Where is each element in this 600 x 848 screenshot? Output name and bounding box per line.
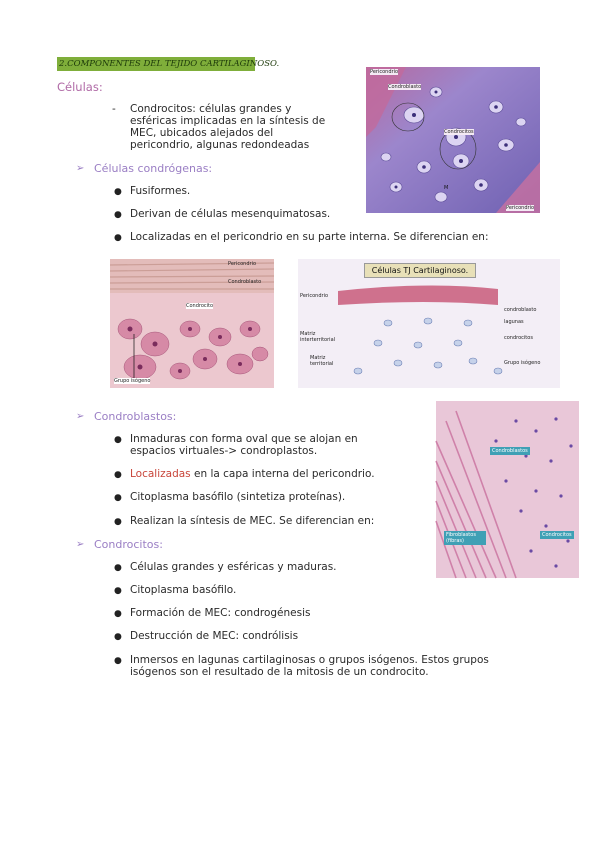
highlight-text: Localizadas xyxy=(130,468,191,480)
arrow-icon: ➢ xyxy=(76,411,85,422)
intro-line: pericondrio, algunas redondeadas xyxy=(130,139,310,151)
photo4-label: Condrocitos xyxy=(542,532,572,538)
cartilage-micrograph-4 xyxy=(436,401,579,578)
photo1-label: Condrocitos xyxy=(444,129,474,135)
item-line: Inmersos en lagunas cartilaginosas o grupos isógenos. Estos grupos xyxy=(130,654,489,666)
intro-line: esféricas implicadas en la síntesis de xyxy=(130,115,326,127)
bullet-icon: ● xyxy=(114,435,122,445)
celulas-label: Células: xyxy=(57,80,103,94)
bullet-icon: ● xyxy=(114,632,122,642)
item-line: Inmaduras con forma oval que se alojan en xyxy=(130,433,358,445)
drawing-label: lagunas xyxy=(504,319,524,325)
photo2-label: Condrocito xyxy=(186,303,214,309)
bullet-icon: ● xyxy=(114,609,122,619)
drawing-label: condrocitos xyxy=(504,335,533,341)
section-heading: 2.COMPONENTES DEL TEJIDO CARTILAGINOSO. xyxy=(59,59,280,69)
bullet-icon: ● xyxy=(114,233,122,243)
drawing-title: Células TJ Cartilaginoso. xyxy=(364,263,476,278)
condroblastos-item: Realizan la síntesis de MEC. Se diferencian en: xyxy=(130,515,375,527)
condrocitos-title: Condrocitos: xyxy=(94,538,163,551)
condrocitos-item xyxy=(130,654,489,678)
photo1-label: Condroblasto xyxy=(388,84,422,90)
item-text: en la capa interna del pericondrio. xyxy=(190,468,375,480)
photo1-label: Pericondrio xyxy=(370,69,399,75)
photo1-label: M xyxy=(444,185,449,191)
histology-photo-1 xyxy=(366,67,540,213)
bullet-icon: ● xyxy=(114,586,122,596)
photo4-label: Condroblastos xyxy=(492,448,528,454)
drawing-label: Matriz interterritorial xyxy=(300,331,336,343)
condrogenas-title: Células condrógenas: xyxy=(94,162,213,175)
intro-line: Condrocitos: células grandes y xyxy=(130,103,292,115)
condrocitos-item: Citoplasma basófilo. xyxy=(130,584,237,596)
condroblastos-item: Citoplasma basófilo (sintetiza proteínas). xyxy=(130,491,346,503)
arrow-icon: ➢ xyxy=(76,163,85,174)
condrogenas-item: Localizadas en el pericondrio en su parte interna. Se diferencian en: xyxy=(130,231,489,243)
intro-line: MEC, ubicados alejados del xyxy=(130,127,274,139)
condroblastos-item xyxy=(130,433,358,457)
bullet-icon: ● xyxy=(114,187,122,197)
cartilage-drawing xyxy=(298,259,560,388)
item-line: espacios virtuales-> condroplastos. xyxy=(130,445,318,457)
dash-marker: - xyxy=(112,103,116,115)
histology-photo-2 xyxy=(110,259,274,388)
condroblastos-item xyxy=(130,468,375,480)
arrow-icon: ➢ xyxy=(76,539,85,550)
bullet-icon: ● xyxy=(114,210,122,220)
condrocitos-item: Destrucción de MEC: condrólisis xyxy=(130,630,299,642)
item-line: isógenos son el resultado de la mitosis de un condrocito. xyxy=(130,666,429,678)
photo4-label: Fibroblastos (fibras) xyxy=(444,531,486,545)
photo2-label: Pericondrio xyxy=(228,261,257,267)
bullet-icon: ● xyxy=(114,493,122,503)
drawing-label: Pericondrio xyxy=(300,293,329,299)
drawing-label: Matriz territorial xyxy=(310,355,334,367)
histology-photo-4 xyxy=(436,401,579,578)
condrocitos-item: Células grandes y esféricas y maduras. xyxy=(130,561,337,573)
drawing-label: Grupo isógeno xyxy=(504,360,541,366)
bullet-icon: ● xyxy=(114,656,122,666)
condrocitos-intro xyxy=(130,103,370,151)
bullet-icon: ● xyxy=(114,470,122,480)
photo2-label: Condroblasto xyxy=(228,279,262,285)
bullet-icon: ● xyxy=(114,563,122,573)
condroblastos-title: Condroblastos: xyxy=(94,410,177,423)
condrocitos-item: Formación de MEC: condrogénesis xyxy=(130,607,311,619)
condrogenas-item: Derivan de células mesenquimatosas. xyxy=(130,208,331,220)
bullet-icon: ● xyxy=(114,517,122,527)
photo2-label: Grupo isógeno xyxy=(114,378,151,384)
condrogenas-item: Fusiformes. xyxy=(130,185,191,197)
photo1-label: Pericondrio xyxy=(506,205,535,211)
drawing-label: condroblasto xyxy=(504,307,537,313)
